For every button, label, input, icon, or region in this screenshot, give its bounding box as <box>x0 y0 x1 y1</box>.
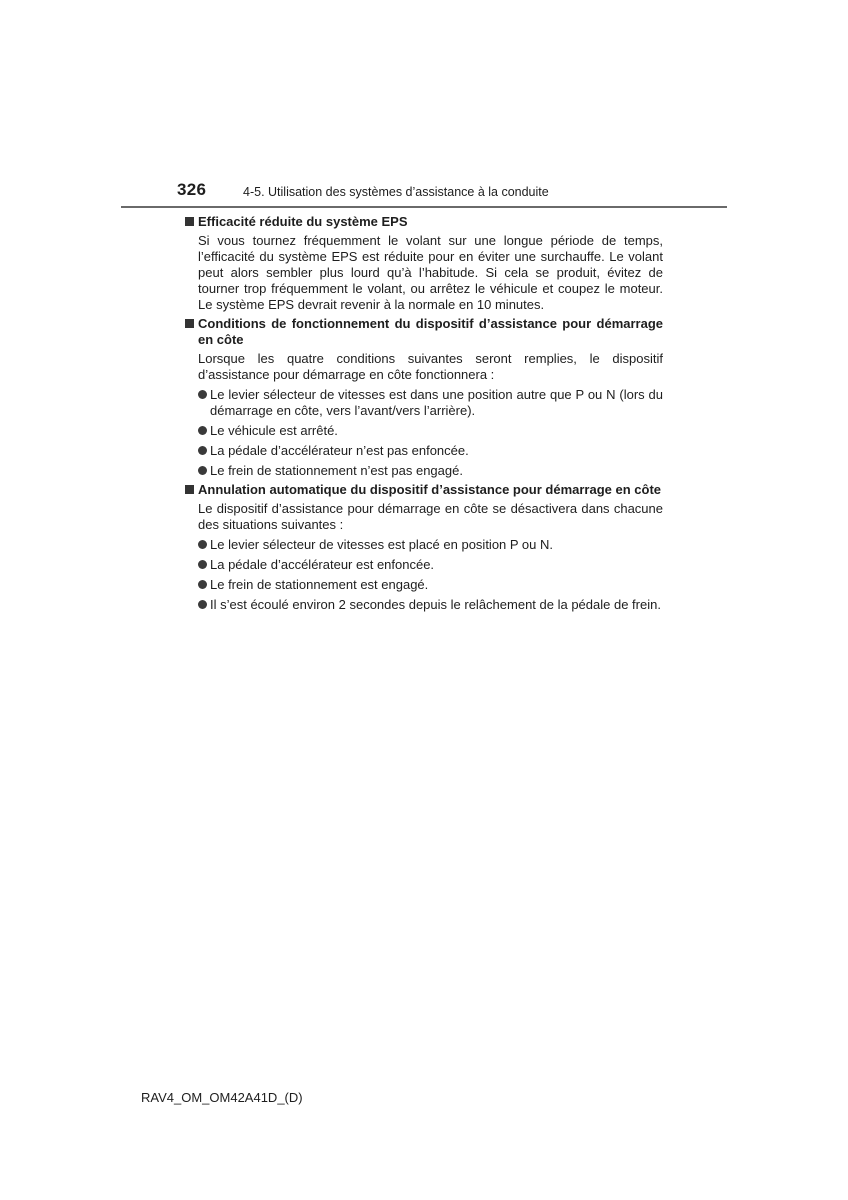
section-paragraph: Lorsque les quatre conditions suivantes seront remplies, le dispositif d’assistance pour démarrage en côte fonctionnera : <box>198 351 663 382</box>
round-bullet-icon <box>198 600 207 609</box>
section-paragraph: Si vous tournez fréquemment le volant sur une longue période de temps, l’efficacité du système EPS est réduite pour en éviter une surchauffe. Le volant peut alors sembler plus lourd qu’à l’habitude. Si cela se produit, évitez de tourner trop fréquemment le volant, ou arrêtez le véhicule et coupez le moteur. Le système EPS devrait revenir à la normale en 10 minutes. <box>198 233 663 312</box>
page-content <box>185 214 663 613</box>
list-item-text: Le levier sélecteur de vitesses est placé en position P ou N. <box>210 537 554 552</box>
list-item <box>198 443 663 459</box>
header-divider <box>121 206 727 208</box>
section-heading <box>185 214 663 230</box>
list-item <box>198 537 663 553</box>
round-bullet-icon <box>198 426 207 435</box>
section-heading <box>185 482 663 498</box>
round-bullet-icon <box>198 390 207 399</box>
section-heading <box>185 316 663 348</box>
list-item <box>198 387 663 419</box>
list-item-text: Le frein de stationnement est engagé. <box>210 577 429 592</box>
list-item <box>198 597 663 613</box>
list-item-text: Le frein de stationnement n’est pas engagé. <box>210 463 463 478</box>
list-item-text: Le véhicule est arrêté. <box>210 423 338 438</box>
round-bullet-icon <box>198 580 207 589</box>
section-heading-text: Annulation automatique du dispositif d’assistance pour démarrage en côte <box>198 482 662 497</box>
list-item-text: Il s’est écoulé environ 2 secondes depuis le relâchement de la pédale de frein. <box>210 597 661 612</box>
page-number: 326 <box>177 180 207 199</box>
round-bullet-icon <box>198 560 207 569</box>
square-bullet-icon <box>185 485 194 494</box>
list-item <box>198 423 663 439</box>
list-item-text: La pédale d’accélérateur n’est pas enfoncée. <box>210 443 469 458</box>
round-bullet-icon <box>198 540 207 549</box>
section-heading-text: Efficacité réduite du système EPS <box>198 214 408 229</box>
list-item <box>198 557 663 573</box>
round-bullet-icon <box>198 466 207 475</box>
list-item <box>198 577 663 593</box>
round-bullet-icon <box>198 446 207 455</box>
section-heading-text: Conditions de fonctionnement du dispositif d’assistance pour démarrage en côte <box>198 316 663 347</box>
section-paragraph: Le dispositif d’assistance pour démarrage en côte se désactivera dans chacune des situations suivantes : <box>198 501 663 532</box>
square-bullet-icon <box>185 319 194 328</box>
list-item <box>198 463 663 479</box>
document-code: RAV4_OM_OM42A41D_(D) <box>141 1090 303 1105</box>
section-title: 4-5. Utilisation des systèmes d’assistance à la conduite <box>243 185 549 199</box>
list-item-text: La pédale d’accélérateur est enfoncée. <box>210 557 435 572</box>
list-item-text: Le levier sélecteur de vitesses est dans une position autre que P ou N (lors du démarrage en côte, vers l’avant/vers l’arrière). <box>210 387 663 418</box>
square-bullet-icon <box>185 217 194 226</box>
